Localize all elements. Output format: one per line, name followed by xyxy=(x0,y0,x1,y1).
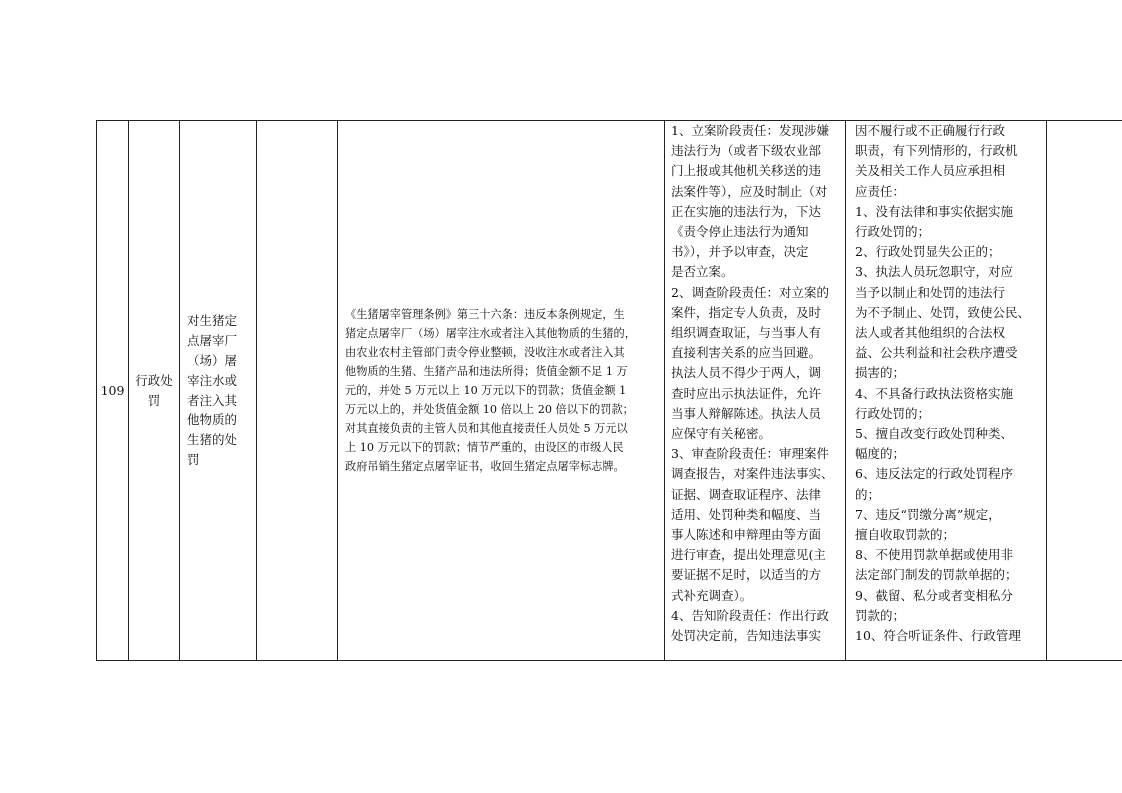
accountability-cell xyxy=(846,121,1047,661)
responsibility-cell xyxy=(665,121,846,661)
responsibility-line: 查时应出示执法证件，允许 xyxy=(671,385,822,401)
responsibility-line: 门上报或其他机关移送的违 xyxy=(671,163,822,179)
responsibility-line: 要证据不足时，以适当的方 xyxy=(671,567,822,583)
item-name-line: 者注入其 xyxy=(187,392,238,408)
accountability-line: 的； xyxy=(855,486,881,502)
accountability-line: 损害的； xyxy=(855,365,906,381)
accountability-line: 关及相关工作人员应承担相 xyxy=(855,163,1006,179)
accountability-line: 4、不具备行政执法资格实施 xyxy=(855,385,1013,401)
item-name-line: 罚 xyxy=(187,451,200,467)
table-row xyxy=(97,121,1122,661)
responsibility-line: 直接利害关系的应当回避。 xyxy=(671,345,822,361)
legal-basis-line: 政府吊销生猪定点屠宰证书，收回生猪定点屠宰标志牌。 xyxy=(345,460,625,473)
legal-basis-line: 他物质的生猪、生猪产品和违法所得；货值金额不足 1 万 xyxy=(345,365,628,378)
accountability-line: 因不履行或不正确履行行政 xyxy=(855,123,1006,138)
remarks-cell xyxy=(1047,121,1122,661)
power-type-line: 行政处 xyxy=(135,372,173,388)
accountability-line: 3、执法人员玩忽职守，对应 xyxy=(855,264,1013,280)
sub-item-cell xyxy=(257,121,338,661)
responsibility-line: 案件，指定专人负责，及时 xyxy=(671,304,822,320)
power-type-cell xyxy=(129,121,180,661)
responsibility-line: 应保守有关秘密。 xyxy=(671,426,772,442)
accountability-line: 7、违反“罚缴分离”规定， xyxy=(855,506,1001,522)
accountability-line: 6、违反法定的行政处罚程序 xyxy=(855,466,1013,482)
accountability-line: 2、行政处罚显失公正的； xyxy=(855,244,1001,260)
accountability-line: 行政处罚的； xyxy=(855,224,931,240)
accountability-line: 5、擅自改变行政处罚种类、 xyxy=(855,426,1013,442)
legal-basis-line: 猪定点屠宰厂（场）屠宰注水或者注入其他物质的生猪的， xyxy=(345,327,636,340)
accountability-line: 为不予制止、处罚，致使公民、 xyxy=(855,304,1031,320)
responsibility-line: 适用、处罚种类和幅度、当 xyxy=(671,506,822,522)
responsibility-line: 处罚决定前，告知违法事实 xyxy=(671,628,822,644)
responsibility-line: 进行审查，提出处理意见(主 xyxy=(671,547,826,563)
legal-basis-line: 上 10 万元以下的罚款；情节严重的，由设区的市级人民 xyxy=(345,441,624,454)
serial-number: 109 xyxy=(100,383,125,398)
legal-basis-line: 对其直接负责的主管人员和其他直接责任人员处 5 万元以 xyxy=(345,422,628,435)
legal-basis-cell xyxy=(338,121,665,661)
responsibility-line: 是否立案。 xyxy=(671,264,734,280)
responsibility-line: 1、立案阶段责任：发现涉嫌 xyxy=(671,123,829,138)
power-type-line: 罚 xyxy=(147,392,161,408)
item-name-line: 点屠宰厂 xyxy=(187,333,238,349)
item-name-line: 他物质的 xyxy=(187,412,238,428)
responsibility-line: 4、告知阶段责任：作出行政 xyxy=(671,607,829,623)
responsibility-line: 《责令停止违法行为通知 xyxy=(671,224,809,240)
item-name-line: （场）屠 xyxy=(187,352,238,368)
responsibility-line: 调查报告，对案件违法事实、 xyxy=(671,466,834,482)
responsibility-line: 当事人辩解陈述。执法人员 xyxy=(671,405,822,421)
item-name-line: 宰注水或 xyxy=(187,372,238,388)
responsibility-line: 书》），并予以审查，决定 xyxy=(671,244,809,260)
legal-basis-line: 元的，并处 5 万元以上 10 万元以下的罚款；货值金额 1 xyxy=(345,384,627,397)
responsibility-line: 执法人员不得少于两人，调 xyxy=(671,365,822,381)
responsibility-line: 组织调查取证，与当事人有 xyxy=(671,325,822,341)
item-name-line: 对生猪定 xyxy=(187,313,238,329)
accountability-line: 10、符合听证条件、行政管理 xyxy=(855,628,1021,644)
responsibility-line: 法案件等），应及时制止（对 xyxy=(671,183,828,199)
legal-basis-line: 由农业农村主管部门责令停业整顿，没收注水或者注入其 xyxy=(345,346,625,359)
serial-number-cell xyxy=(97,121,129,661)
responsibility-line: 3、审查阶段责任：审理案件 xyxy=(671,446,829,462)
responsibility-line: 式补充调查）。 xyxy=(671,587,753,603)
accountability-line: 职责，有下列情形的，行政机 xyxy=(855,143,1018,159)
accountability-line: 罚款的； xyxy=(855,607,906,623)
responsibility-line: 2、调查阶段责任：对立案的 xyxy=(671,284,829,300)
responsibility-line: 事人陈述和申辩理由等方面 xyxy=(671,527,822,543)
responsibility-line: 证据、调查取证程序、法律 xyxy=(671,486,822,502)
item-name-line: 生猪的处 xyxy=(187,432,238,448)
responsibility-line: 违法行为（或者下级农业部 xyxy=(671,143,822,159)
accountability-line: 幅度的； xyxy=(855,446,906,462)
accountability-line: 擅自收取罚款的； xyxy=(855,527,956,543)
accountability-line: 应责任： xyxy=(855,183,906,199)
accountability-line: 行政处罚的； xyxy=(855,405,931,421)
accountability-line: 1、没有法律和事实依据实施 xyxy=(855,203,1013,219)
power-list-table xyxy=(96,120,1122,661)
accountability-line: 9、截留、私分或者变相私分 xyxy=(855,587,1013,603)
responsibility-line: 正在实施的违法行为，下达 xyxy=(671,203,822,219)
item-name-cell xyxy=(180,121,257,661)
accountability-line: 当予以制止和处罚的违法行 xyxy=(855,284,1006,300)
accountability-line: 法定部门制发的罚款单据的； xyxy=(855,567,1018,583)
accountability-line: 8、不使用罚款单据或使用非 xyxy=(855,547,1013,563)
accountability-line: 法人或者其他组织的合法权 xyxy=(855,325,1006,341)
legal-basis-line: 《生猪屠宰管理条例》第三十六条：违反本条例规定，生 xyxy=(345,308,625,321)
legal-basis-line: 万元以上的，并处货值金额 10 倍以上 20 倍以下的罚款； xyxy=(345,403,634,416)
accountability-line: 益、公共利益和社会秩序遭受 xyxy=(855,345,1018,361)
